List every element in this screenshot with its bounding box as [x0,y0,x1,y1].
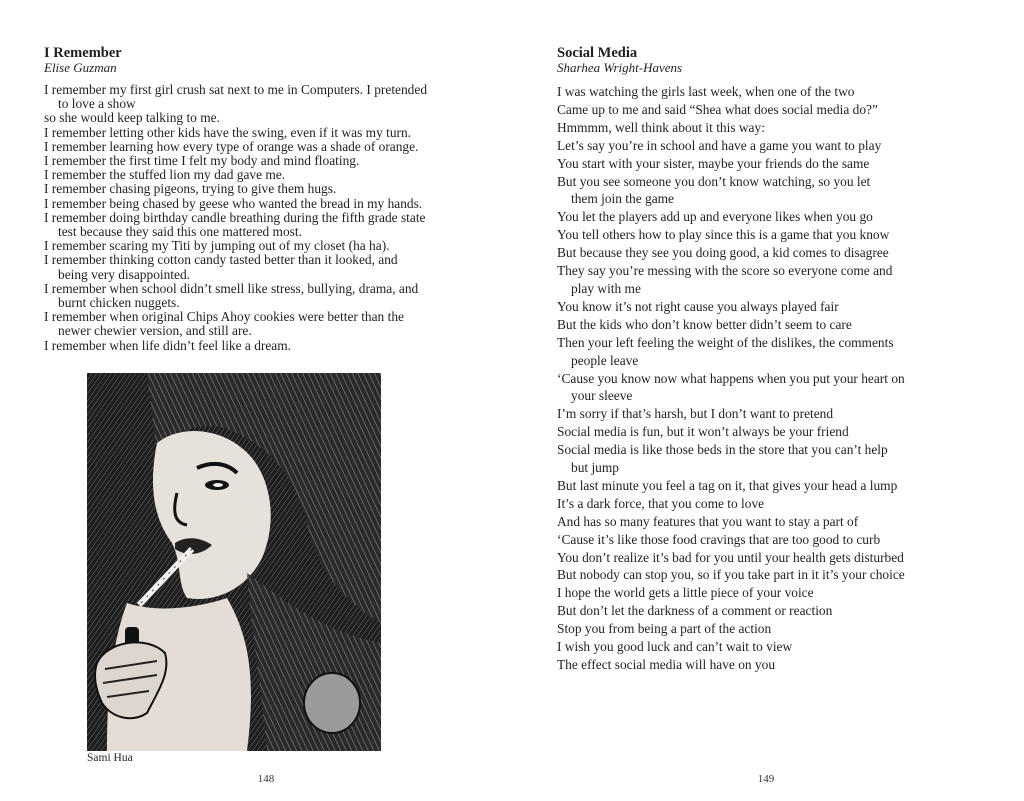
page-number: 148 [257,773,275,785]
poem-line: I remember thinking cotton candy tasted better than it looked, and [44,252,398,268]
poem-line: But the kids who don’t know better didn’t seem to care [557,316,852,332]
poem-line: I remember the stuffed lion my dad gave me. [44,167,286,183]
artwork-caption: Sami Hua [87,752,133,764]
poem-line: I remember scaring my Titi by jumping out of my closet (ha ha). [44,238,390,254]
right-page [512,0,1024,801]
poem-line: Social media is fun, but it won’t always be your friend [557,424,849,440]
poem-line: Stop you from being a part of the action [557,621,772,637]
poem-line: And has so many features that you want to stay a part of [557,513,859,529]
poem-line: I wish you good luck and can’t wait to view [557,639,793,655]
poem-line: You don’t realize it’s bad for you until your health gets disturbed [557,549,904,565]
poem-line-continuation: to love a show [58,96,136,112]
page-number: 149 [757,773,775,785]
poem-line-continuation: burnt chicken nuggets. [58,295,180,311]
poem-title: I Remember [44,45,122,61]
poem-line: Came up to me and said “Shea what does social media do?” [557,101,878,117]
poem-line: You tell others how to play since this is a game that you know [557,227,890,243]
poem-line-continuation: them join the game [571,191,675,207]
poem-line-continuation: your sleeve [571,388,633,404]
poem-line: It’s a dark force, that you come to love [557,495,765,511]
poem-line: I remember when life didn’t feel like a dream. [44,337,292,353]
poem-line: ‘Cause it’s like those food cravings that are too good to curb [557,531,881,547]
poem-line: Let’s say you’re in school and have a game you want to play [557,137,882,153]
poem-author: Elise Guzman [44,60,117,75]
poem-line: The effect social media will have on you [557,657,776,672]
poem-line-continuation: being very disappointed. [58,266,191,282]
poem-line: I remember letting other kids have the swing, even if it was my turn. [44,124,412,140]
poem-line: You know it’s not right cause you always played fair [557,298,839,314]
poem-line: so she would keep talking to me. [44,110,220,126]
poem-line: ‘Cause you know now what happens when you put your heart on [557,370,905,386]
poem-line: But don’t let the darkness of a comment or reaction [557,603,833,619]
poem-line: I remember the first time I felt my body and mind floating. [44,153,360,169]
poem-line: I remember learning how every type of orange was a shade of orange. [44,138,419,154]
poem-line-continuation: test because they said this one mattered most. [58,224,302,240]
poem-line-continuation: people leave [571,352,639,368]
poem-line: But nobody can stop you, so if you take part in it it’s your choice [557,567,905,583]
poem-line: I remember being chased by geese who wanted the bread in my hands. [44,195,423,211]
poem-body [44,83,427,353]
poem-line: But because they see you doing good, a kid comes to disagree [557,245,889,261]
poem-line: Then your left feeling the weight of the dislikes, the comments [557,334,894,350]
poem-line: But you see someone you don’t know watching, so you let [557,173,871,189]
poem-line: I remember when original Chips Ahoy cookies were better than the [44,309,404,325]
poem-line: You let the players add up and everyone likes when you go [557,209,873,225]
poem-body [557,83,905,674]
poem-line: I hope the world gets a little piece of your voice [557,585,814,601]
poem-line-continuation: but jump [571,460,619,476]
poem-line: Social media is like those beds in the store that you can’t help [557,442,888,458]
poem-line: Hmmmm, well think about it this way: [557,119,765,135]
artwork-image [87,373,381,751]
poem-line: I remember chasing pigeons, trying to give them hugs. [44,181,337,197]
poem-line: I’m sorry if that’s harsh, but I don’t want to pretend [557,406,834,422]
poem-title: Social Media [557,45,638,61]
poem-line: They say you’re messing with the score so everyone come and [557,263,893,279]
poem-author: Sharhea Wright-Havens [557,60,683,75]
poem-line-continuation: newer chewier version, and still are. [58,323,252,339]
poem-line: I remember when school didn’t smell like stress, bullying, drama, and [44,280,419,296]
poem-line: But last minute you feel a tag on it, that gives your head a lump [557,477,898,493]
poem-line: I remember my first girl crush sat next to me in Computers. I pretended [44,82,428,97]
poem-line-continuation: play with me [571,280,641,296]
poem-line: I remember doing birthday candle breathing during the fifth grade state [44,209,426,225]
poem-line: You start with your sister, maybe your friends do the same [557,155,870,171]
ink-drawing-illustration [87,373,381,751]
poem-line: I was watching the girls last week, when one of the two [557,84,855,99]
